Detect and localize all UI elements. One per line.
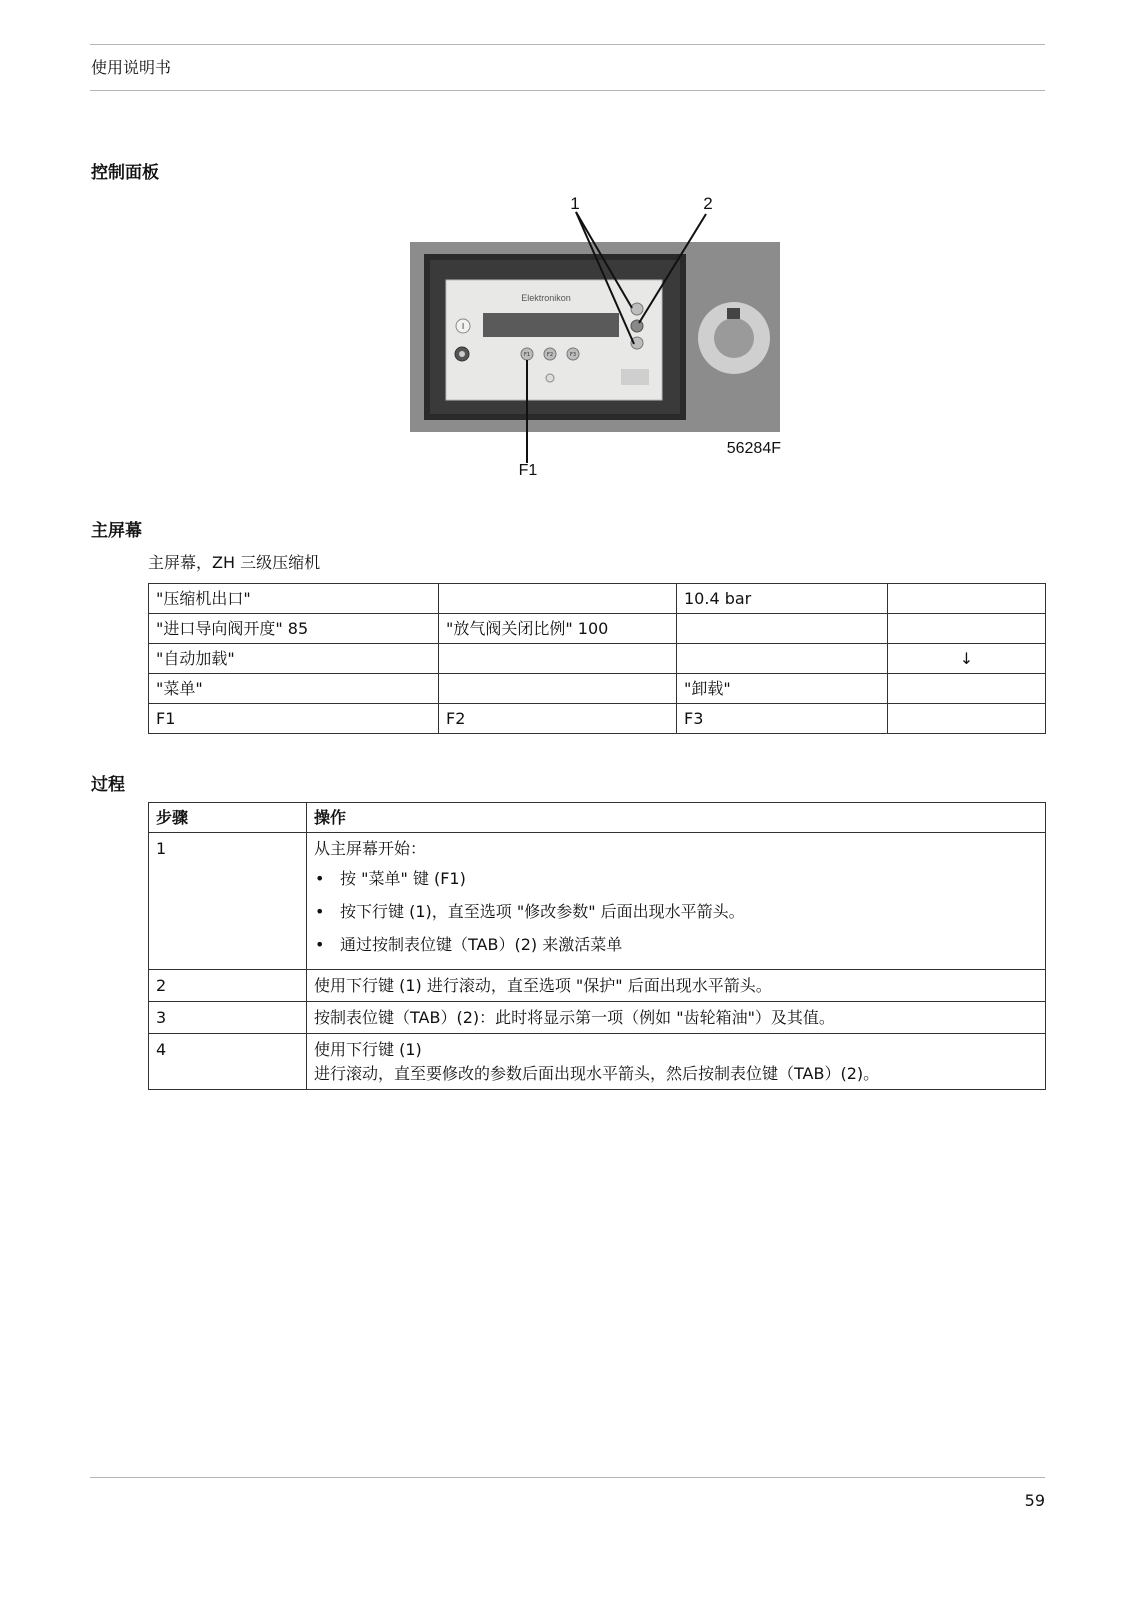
- table-row: [149, 644, 1046, 674]
- header-bottom-rule: [90, 90, 1045, 91]
- table-cell: [888, 584, 1046, 614]
- section-title-procedure: 过程: [91, 775, 125, 795]
- list-item: • 按下行键 (1)，直至选项 "修改参数" 后面出现水平箭头。: [314, 900, 1038, 924]
- lcd-display: [483, 313, 619, 337]
- step-number: 1: [149, 833, 307, 970]
- table-cell: [439, 674, 677, 704]
- table-cell: "放气阀关闭比例" 100: [439, 614, 677, 644]
- header-top-rule: [90, 44, 1045, 45]
- table-row: [149, 584, 1046, 614]
- callout-label-2: 2: [703, 194, 713, 213]
- table-cell: [888, 704, 1046, 734]
- step-number: 3: [149, 1002, 307, 1034]
- page-number: 59: [1024, 1491, 1045, 1510]
- table-cell: [439, 584, 677, 614]
- tab-key: [631, 320, 643, 332]
- table-cell: [677, 614, 888, 644]
- brand-label: Elektronikon: [521, 293, 571, 303]
- step-action-line: 使用下行键 (1): [314, 1040, 422, 1059]
- table-header-row: [149, 803, 1046, 833]
- section-title-main-screen: 主屏幕: [91, 521, 142, 541]
- power-label: I: [461, 322, 465, 331]
- up-key: [631, 303, 643, 315]
- table-row: [149, 674, 1046, 704]
- f1-key-label: F1: [523, 352, 531, 358]
- table-cell: "进口导向阀开度" 85: [149, 614, 439, 644]
- control-panel-figure: [400, 188, 800, 492]
- step-number: 2: [149, 970, 307, 1002]
- down-arrow-icon: ↓: [888, 644, 1046, 674]
- column-header-action: 操作: [307, 803, 1046, 833]
- table-cell: "卸载": [677, 674, 888, 704]
- table-cell: [439, 644, 677, 674]
- section-title-control-panel: 控制面板: [91, 163, 159, 183]
- footer-rule: [90, 1477, 1045, 1478]
- table-row: [149, 833, 1046, 970]
- column-header-step: 步骤: [149, 803, 307, 833]
- list-item: • 按 "菜单" 键 (F1): [314, 867, 1038, 891]
- step-action-line: 进行滚动，直至要修改的参数后面出现水平箭头，然后按制表位键（TAB）(2)。: [314, 1064, 880, 1083]
- table-cell: "自动加载": [149, 644, 439, 674]
- document-title: 使用说明书: [91, 58, 172, 77]
- step-action: 按制表位键（TAB）(2)：此时将显示第一项（例如 "齿轮箱油"）及其值。: [307, 1002, 1046, 1034]
- figure-id: 56284F: [726, 440, 781, 457]
- table-cell: [888, 614, 1046, 644]
- table-cell: "压缩机出口": [149, 584, 439, 614]
- step-action: [307, 833, 1046, 970]
- step-intro: 从主屏幕开始：: [314, 839, 427, 858]
- step-action: 使用下行键 (1) 进行滚动，直至选项 "保护" 后面出现水平箭头。: [307, 970, 1046, 1002]
- callout-label-1: 1: [570, 194, 580, 213]
- table-cell: F3: [677, 704, 888, 734]
- callout-label-f1: F1: [518, 462, 538, 479]
- table-cell: [888, 674, 1046, 704]
- table-cell: "菜单": [149, 674, 439, 704]
- f3-key-label: F3: [569, 352, 577, 358]
- table-cell: 10.4 bar: [677, 584, 888, 614]
- table-cell: F1: [149, 704, 439, 734]
- step-number: 4: [149, 1034, 307, 1090]
- logo-mark: [621, 369, 649, 385]
- main-screen-table: [148, 583, 1046, 734]
- step-action: [307, 1034, 1046, 1090]
- bullet-list: [314, 867, 1038, 957]
- list-item: • 通过按制表位键（TAB）(2) 来激活菜单: [314, 933, 1038, 957]
- table-row: [149, 614, 1046, 644]
- f2-key-label: F2: [546, 352, 554, 358]
- table-row: [149, 1034, 1046, 1090]
- main-screen-caption: 主屏幕，ZH 三级压缩机: [148, 553, 321, 572]
- table-row: [149, 1002, 1046, 1034]
- table-row: [149, 704, 1046, 734]
- table-cell: F2: [439, 704, 677, 734]
- procedure-table: [148, 802, 1046, 1090]
- table-row: [149, 970, 1046, 1002]
- table-cell: [677, 644, 888, 674]
